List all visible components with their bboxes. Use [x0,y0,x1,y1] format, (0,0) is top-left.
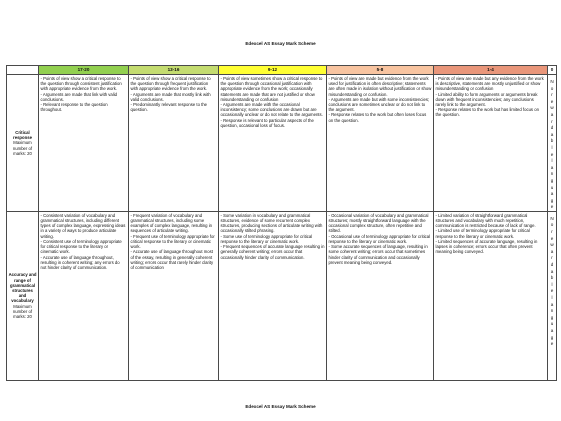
descriptor-cell [219,75,327,212]
descriptor-text: - Points of view are made but evidence from the work used for justification is often descriptive; statements are often made in isolation without justification or show misunderstanding or confusion. - Arguments are made but with some inconsistencies; conclusions are sometimes unclear or do not link to the argument. - Response relates to the work but often loses focus on the question. [328,76,432,123]
zero-band-char: a [550,301,554,307]
zero-band-char: r [551,229,553,235]
zero-band-char: n [550,308,554,314]
criterion-name: Critical response [13,129,32,141]
descriptor-text: - Occasional variation of vocabulary and grammatical structures; mostly straightforward language with the occasional complex structure, often repetitive and stilted. - Occasional use of terminology appropriate for critical response to the literary or cinematic work. - Some accurate sequences of language, resulting in some coherent writing; errors occur that sometimes hinder clarity of communication and occasionally prevent meaning being conveyed. [328,212,431,265]
zero-band-char: N [550,215,554,221]
zero-band-text [548,79,556,211]
zero-band-char: w [550,242,554,248]
criterion-name: Accuracy and range of grammatical structures and vocabulary [8,272,37,304]
page-title: Edexcel AS Essay Mark Scheme [245,41,316,46]
zero-band-char: r [551,118,553,124]
zero-band-char: u [550,321,554,327]
zero-band-char: n [550,171,554,177]
band-header-9-12: 9-12 [219,66,327,75]
descriptor-cell [39,211,129,380]
descriptor-text: - Points of view sometimes show a critical response to the question through occasional justification with appropriate evidence from the work; occasionally statements are made that are not justified or show misunderstanding or confusion - Arguments are made with the occasional inconsistency; some conclusions are drawn but are occasionally unclear or do not relate to the arguments. - Response is relevant to particular aspects of the question, occasional loss of focus. [220,76,323,128]
zero-band-char: d [550,262,554,268]
mark-scheme-table [6,65,557,381]
zero-band-char: b [550,138,554,144]
descriptor-text: - Consistent variation of vocabulary and grammatical structures, including different types of complex language, expressing ideas in a variety of ways to produce articulate writing. - Consistent use of terminology appropriate for critical response to the literary or cinematic work. - Accurate use of language throughout, resulting in coherent writing; any errors do not hinder clarity of communication. [40,212,126,270]
zero-band-char: w [550,105,554,111]
criterion-max-marks: Maximum number of marks: 20 [12,303,33,320]
zero-band-char: u [550,184,554,190]
descriptor-cell [219,211,327,380]
zero-band-char: e [550,341,554,347]
criterion-max-marks: Maximum number of marks: 20 [12,140,33,156]
zero-band-cell [548,211,557,380]
descriptor-cell [129,211,219,380]
zero-band-char: r [551,255,553,261]
band-header-1-4: 1-4 [434,66,548,75]
zero-band-char: o [550,85,554,91]
descriptor-text: - Points of view are made but any evidence from the work is descriptive, statements are mostly unjustified or show misunderstanding or confusion - Limited ability to form arguments or arguments break down with frequent inconsistencies; any conclusions rarely link to the argument. - Response relates to the work but has limited focus on the question. [435,76,544,118]
descriptor-text: - Points of view show a critical response to the question through frequent justification with appropriate evidence from the work. - Arguments are made that mostly link with valid conclusions. - Predominantly relevant response to the question. [130,76,211,113]
descriptor-text: - Limited variation of straightforward grammatical structures and vocabulary with much repetition, communication is restricted because of lack of range. - Limited use of terminology appropriate for critical response to the literary or cinematic work. - Limited sequences of accurate language, resulting in lapses in coherence; errors occur that often prevent meaning being conveyed. [435,212,538,255]
row-label-accuracy-range [7,211,39,380]
band-header-0: 0 [548,66,557,75]
table-row-critical-response [7,75,557,212]
descriptor-text: - Some variation in vocabulary and grammatical structures, evidence of some recurrent complex structures, producing sections of articulate writing with occasionally stilted phrasing. - Some use of terminology appropriate for critical response to the literary or cinematic work. - Frequent sequences of accurate language resulting in generally coherent writing; errors occur that occasionally hinder clarity of communication. [220,212,325,260]
descriptor-text: - Frequent variation of vocabulary and grammatical structures, including some examples of complex language, resulting in sequences of articulate writing. - Frequent use of terminology appropriate for critical response to the literary or cinematic work. - Accurate use of language throughout most of the essay, resulting in generally coherent writing; errors occur that rarely hinder clarity of communication [130,212,215,270]
descriptor-cell [327,75,434,212]
zero-band-char: e [550,98,554,104]
zero-band-char: g [550,314,554,320]
zero-band-char: a [550,191,554,197]
zero-band-char: a [550,327,554,333]
zero-band-char: a [550,131,554,137]
zero-band-char: N [550,79,554,84]
zero-band-char: e [550,288,554,294]
descriptor-text: - Points of view show a critical response to the question through consistent justification with appropriate evidence from the work. - Arguments are made that link with valid conclusions. - Relevant response to the question throughout. [40,76,122,113]
page-footer: Edexcel AS Essay Mark Scheme [245,404,316,409]
zero-band-char: l [551,158,553,164]
zero-band-char: a [550,164,554,170]
zero-band-char: d [550,125,554,131]
zero-band-char: e [550,235,554,241]
zero-band-char: l [551,144,553,150]
descriptor-cell [434,211,548,380]
zero-band-char: a [550,268,554,274]
zero-band-char: r [551,92,553,98]
descriptor-cell [434,75,548,212]
descriptor-cell [129,75,219,212]
band-header-17-20: 17-20 [39,66,129,75]
zero-band-char: a [550,111,554,117]
table-row-accuracy-range [7,211,557,380]
band-header-13-16: 13-16 [129,66,219,75]
descriptor-cell [39,75,129,212]
zero-band-char: b [550,275,554,281]
zero-band-text [548,216,556,348]
zero-band-char: g [550,177,554,183]
zero-band-char: a [550,248,554,254]
band-header-5-8: 5-8 [327,66,434,75]
row-label-critical-response [7,75,39,212]
zero-band-char: g [550,197,554,203]
zero-band-char: e [550,204,554,210]
descriptor-cell [327,211,434,380]
zero-band-char: o [550,222,554,228]
zero-band-char: l [551,295,553,300]
zero-band-char: e [550,151,554,157]
zero-band-char: l [551,281,553,287]
zero-band-cell [548,75,557,212]
header-row [7,66,557,75]
header-corner [7,66,39,75]
zero-band-char: g [550,334,554,340]
